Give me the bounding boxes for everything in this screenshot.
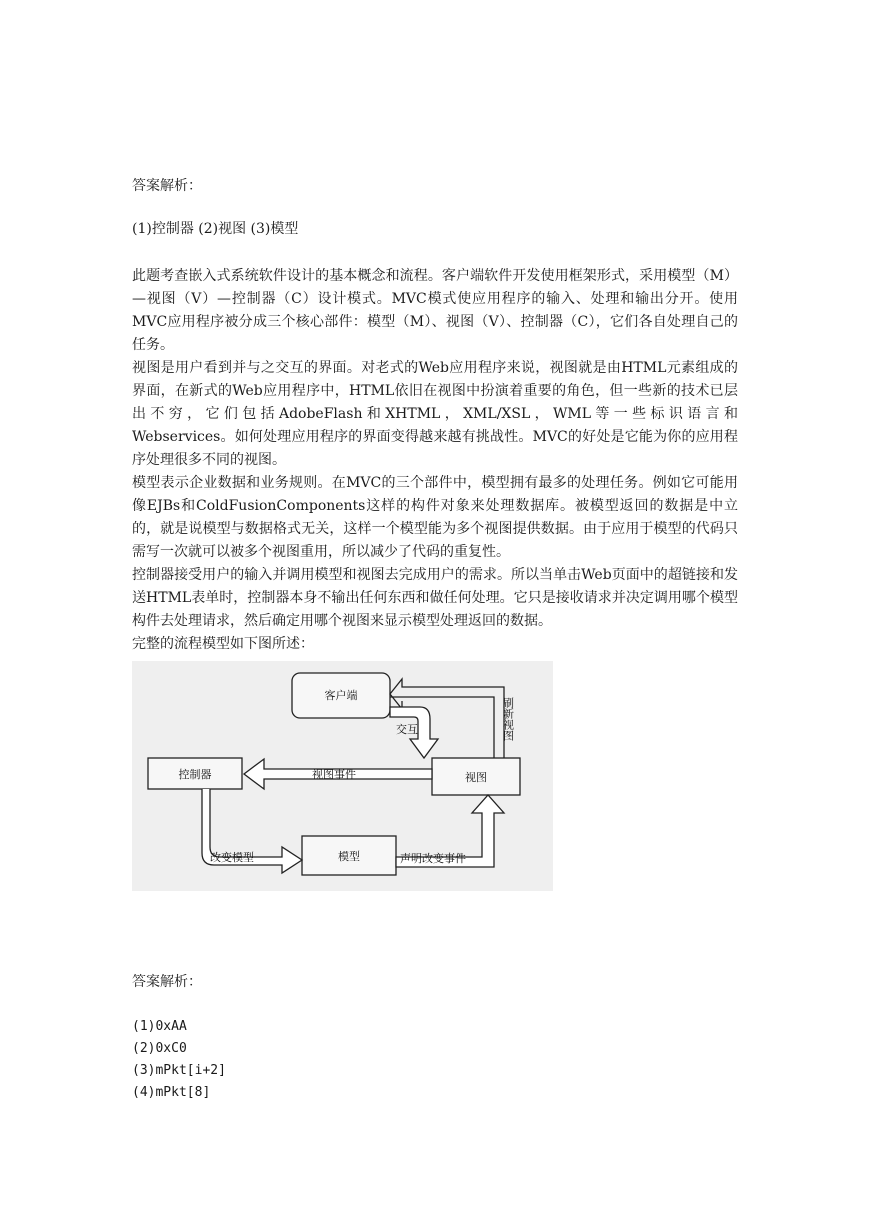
answer-item: (3)mPkt[i+2]	[132, 1063, 226, 1078]
view-event-label: 视图事件	[312, 768, 356, 781]
explanation-paragraph-4: 控制器接受用户的输入并调用模型和视图去完成用户的需求。所以当单击Web页面中的超链接和发送HTML表单时，控制器本身不输出任何东西和做任何处理。它只是接收请求并决定调用哪个模型构件去处理请求，然后确定用哪个视图来显示模型处理返回的数据。	[132, 567, 738, 629]
change-model-label: 改变模型	[210, 851, 254, 864]
explanation-paragraph-2: 视图是用户看到并与之交互的界面。对老式的Web应用程序来说，视图就是由HTML元素组成的界面，在新式的Web应用程序中，HTML依旧在视图中扮演着重要的角色，但一些新的技术已层出不穷，它们包括AdobeFlash和XHTML，XML/XSL，WML等一些标识语言和Webservices。如何处理应用程序的界面变得越来越有挑战性。MVC的好处是它能为你的应用程序处理很多不同的视图。	[132, 360, 738, 468]
mvc-flow-svg	[132, 661, 553, 891]
client-label: 客户端	[324, 689, 358, 702]
interact-label: 交互	[396, 723, 418, 736]
answer-summary: (1)控制器 (2)视图 (3)模型	[132, 221, 299, 237]
declare-change-event-label: 声明改变事件	[400, 852, 466, 865]
refresh-view-arrow	[390, 679, 504, 758]
refresh-view-label: 刷新视图	[501, 697, 515, 741]
mvc-flow-diagram	[132, 661, 553, 891]
answer-item: (1)0xAA	[132, 1019, 187, 1034]
answer-heading-1: 答案解析：	[132, 178, 202, 194]
view-label: 视图	[465, 771, 487, 784]
answer-item: (2)0xC0	[132, 1041, 187, 1056]
explanation-paragraph-3: 模型表示企业数据和业务规则。在MVC的三个部件中，模型拥有最多的处理任务。例如它可能用像EJBs和ColdFusionComponents这样的构件对象来处理数据库。被模型返回的数据是中立的，就是说模型与数据格式无关，这样一个模型能为多个视图提供数据。由于应用于模型的代码只需写一次就可以被多个视图重用，所以减少了代码的重复性。	[132, 475, 738, 560]
figure-intro: 完整的流程模型如下图所述：	[132, 636, 314, 652]
explanation-paragraph-1: 此题考查嵌入式系统软件设计的基本概念和流程。客户端软件开发使用框架形式，采用模型（M）—视图（V）—控制器（C）设计模式。MVC模式使应用程序的输入、处理和输出分开。使用MVC应用程序被分成三个核心部件：模型（M）、视图（V）、控制器（C），它们各自处理自己的任务。	[132, 268, 738, 353]
model-label: 模型	[338, 850, 360, 863]
answer-heading-2: 答案解析：	[132, 974, 202, 990]
answer-item: (4)mPkt[8]	[132, 1085, 211, 1100]
controller-label: 控制器	[178, 768, 212, 781]
